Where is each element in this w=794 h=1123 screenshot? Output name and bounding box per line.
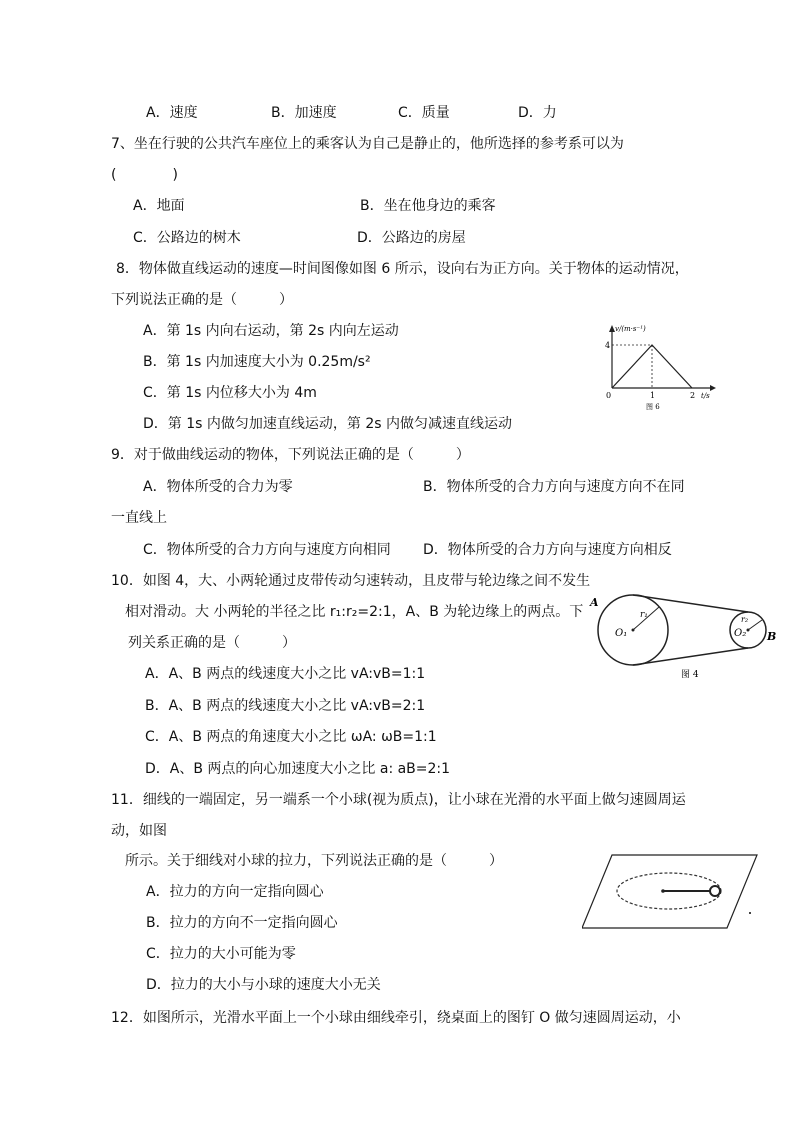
v-axis-label: v/(m·s⁻¹) — [615, 325, 646, 333]
q9-option-b: B．物体所受的合力方向与速度方向不在同 — [423, 479, 685, 495]
q11-stem-3: 所示。关于细线对小球的拉力，下列说法正确的是（ ） — [125, 853, 503, 869]
q10-stem: 10．如图 4，大、小两轮通过皮带传动匀速转动，且皮带与轮边缘之间不发生 — [111, 573, 591, 589]
tick-label-4: 4 — [605, 341, 611, 350]
q6-option-a: A．速度 — [146, 105, 198, 121]
fixed-end-point — [661, 889, 665, 893]
belt-pulley-diagram — [588, 592, 784, 684]
point-a-label: A — [590, 596, 599, 609]
q10-stem-3: 列关系正确的是（ ） — [128, 635, 296, 651]
radius-r2 — [748, 620, 762, 630]
q9-option-b-cont: 一直线上 — [111, 510, 167, 526]
q10-option-c: C．A、B 两点的角速度大小之比 ωA: ωB=1:1 — [145, 729, 437, 745]
belt-bottom — [633, 648, 748, 665]
origin-label: 0 — [606, 391, 612, 400]
q10-option-d: D．A、B 两点的向心加速度大小之比 a: aB=2:1 — [145, 761, 451, 777]
q11-option-a: A．拉力的方向一定指向圆心 — [146, 884, 324, 900]
q7-option-b: B．坐在他身边的乘客 — [360, 198, 496, 214]
q12-stem: 12．如图所示，光滑水平面上一个小球由细线牵引，绕桌面上的图钉 O 做匀速圆周运动，小 — [111, 1010, 681, 1026]
q8-option-c: C．第 1s 内位移大小为 4m — [143, 385, 317, 401]
figure-4-caption: 图 4 — [681, 670, 699, 680]
q8-option-b: B．第 1s 内加速度大小为 0.25m/s² — [143, 354, 371, 370]
q6-option-c: C．质量 — [398, 105, 450, 121]
q11-option-d: D．拉力的大小与小球的速度大小无关 — [146, 977, 381, 993]
q6-option-b: B．加速度 — [271, 105, 337, 121]
q7-stem: 7、坐在行驶的公共汽车座位上的乘客认为自己是静止的，他所选择的参考系可以为 — [111, 136, 624, 152]
tick-label-1: 1 — [650, 391, 656, 400]
q10-option-a: A．A、B 两点的线速度大小之比 vA:vB=1:1 — [145, 666, 426, 682]
center-o2 — [747, 629, 750, 632]
figure-6-caption: 图 6 — [646, 403, 660, 411]
belt-top — [633, 595, 748, 612]
point-b-label: B — [767, 630, 777, 643]
o1-label: O₁ — [615, 628, 628, 639]
q9-option-d: D．物体所受的合力方向与速度方向相反 — [423, 542, 672, 558]
q9-option-a: A．物体所受的合力为零 — [143, 479, 293, 495]
speck-mark — [749, 912, 751, 914]
q10-stem-2: 相对滑动。大 小两轮的半径之比 r₁:r₂=2:1，A、B 为轮边缘上的两点。下 — [125, 604, 584, 620]
q8-stem-2: 下列说法正确的是（ ） — [111, 292, 293, 308]
q7-option-d: D．公路边的房屋 — [357, 230, 466, 246]
center-o1 — [632, 629, 635, 632]
tick-label-2: 2 — [690, 391, 696, 400]
q8-option-d: D．第 1s 内做匀加速直线运动，第 2s 内做匀减速直线运动 — [143, 416, 512, 432]
q11-stem-2: 动，如图 — [111, 823, 167, 839]
q11-option-c: C．拉力的大小可能为零 — [146, 946, 296, 962]
q7-stem-blank: ( ) — [111, 167, 178, 183]
o2-label: O₂ — [734, 628, 747, 639]
t-axis-label: t/s — [701, 392, 710, 400]
q11-option-b: B．拉力的方向不一定指向圆心 — [146, 915, 338, 931]
q9-stem: 9．对于做曲线运动的物体，下列说法正确的是（ ） — [111, 447, 470, 463]
r1-label: r₁ — [640, 610, 648, 620]
r2-label: r₂ — [741, 615, 749, 624]
string-ball-diagram — [582, 852, 760, 932]
q9-option-c: C．物体所受的合力方向与速度方向相同 — [143, 542, 391, 558]
q7-option-c: C．公路边的树木 — [133, 230, 241, 246]
ball — [710, 886, 720, 896]
q11-stem: 11．细线的一端固定，另一端系一个小球(视为质点)，让小球在光滑的水平面上做匀速圆周运 — [111, 792, 686, 808]
q7-option-a: A．地面 — [133, 198, 185, 214]
q6-option-d: D．力 — [518, 105, 557, 121]
velocity-time-graph — [600, 322, 720, 414]
q8-option-a: A．第 1s 内向右运动，第 2s 内向左运动 — [143, 323, 399, 339]
q8-stem: 8．物体做直线运动的速度—时间图像如图 6 所示，设向右为正方向。关于物体的运动情况， — [116, 261, 689, 277]
q10-option-b: B．A、B 两点的线速度大小之比 vA:vB=2:1 — [145, 698, 426, 714]
t-axis-arrow — [710, 385, 716, 391]
